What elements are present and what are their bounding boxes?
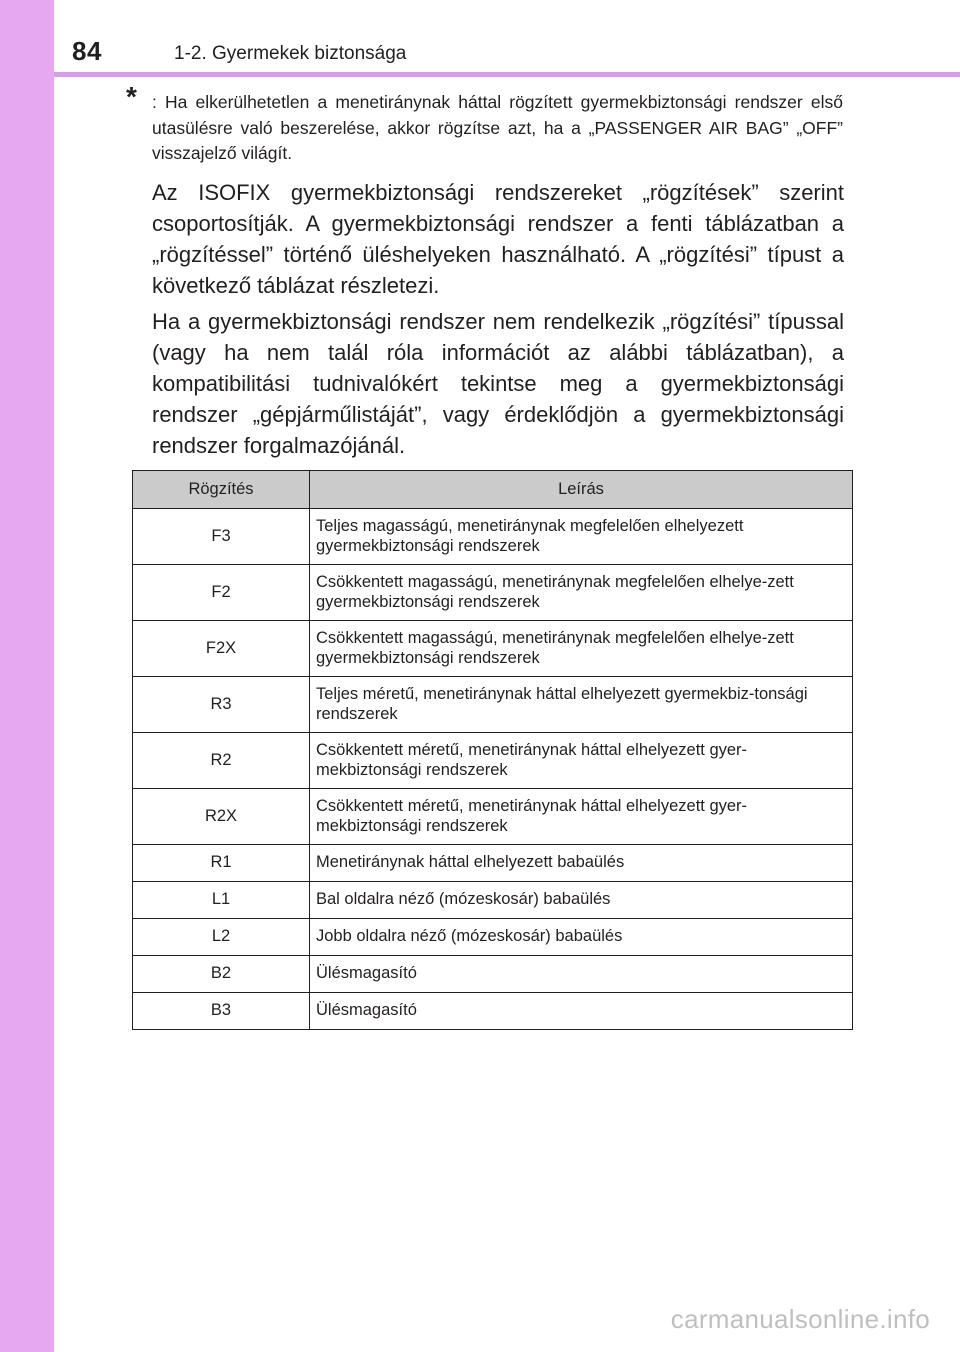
attachment-code: B3 (133, 993, 310, 1030)
watermark-text: carmanualsonline.info (670, 1304, 930, 1334)
table-row (133, 845, 853, 882)
table-row (133, 621, 853, 677)
footnote-marker: * (126, 81, 137, 112)
paragraph-compatibility: Ha a gyermekbiztonsági rendszer nem rendelkezik „rögzítési” típussal (vagy ha nem talál róla információt az alábbi táblázatban), a kompatibilitási tudnivalókért tekintse meg a gyermekbiztonsági rendszer „gépjárműlistáját”, vagy érdeklődjön a gyermekbiztonsági rendszer forgalmazójánál. (152, 309, 844, 458)
attachment-code: R3 (133, 677, 310, 733)
attachment-description: Jobb oldalra néző (mózeskosár) babaülés (310, 919, 853, 956)
page-header (54, 0, 960, 78)
attachment-description: Bal oldalra néző (mózeskosár) babaülés (310, 882, 853, 919)
header-attachment: Rögzítés (133, 471, 310, 509)
section-title: 1-2. Gyermekek biztonsága (174, 43, 407, 64)
attachment-code: F2 (133, 565, 310, 621)
header-description: Leírás (310, 471, 853, 509)
paragraph-isofix-grouping: Az ISOFIX gyermekbiztonsági rendszereket „rögzítések” szerint csoportosítják. A gyermekbiztonsági rendszer a fenti táblázatban a „rögzítéssel” történő üléshelyeken használható. A „rögzítési” típust a következő táblázat részletezi. (152, 180, 844, 298)
attachment-code: F2X (133, 621, 310, 677)
attachment-code: R1 (133, 845, 310, 882)
table-row (133, 789, 853, 845)
header-rule (54, 72, 960, 77)
attachment-code: L1 (133, 882, 310, 919)
attachment-code: R2X (133, 789, 310, 845)
table-row (133, 993, 853, 1030)
attachment-table (132, 470, 853, 1030)
attachment-description: Teljes magasságú, menetiránynak megfelelően elhelyezett gyermekbiztonsági rendszerek (310, 509, 853, 565)
table-row (133, 733, 853, 789)
attachment-code: L2 (133, 919, 310, 956)
table-row (133, 677, 853, 733)
attachment-description: Ülésmagasító (310, 993, 853, 1030)
attachment-description: Csökkentett méretű, menetiránynak háttal elhelyezett gyer-mekbiztonsági rendszerek (310, 733, 853, 789)
footnote-text: : Ha elkerülhetetlen a menetiránynak háttal rögzített gyermekbiztonsági rendszer első utasülésre való beszerelése, akkor rögzítse azt, ha a „PASSENGER AIR BAG” „OFF” visszajelző világít. (152, 92, 843, 163)
attachment-code: B2 (133, 956, 310, 993)
table-row (133, 882, 853, 919)
attachment-description: Teljes méretű, menetiránynak háttal elhelyezett gyermekbiz-tonsági rendszerek (310, 677, 853, 733)
table-row (133, 919, 853, 956)
footnote (125, 81, 843, 167)
attachment-description: Menetiránynak háttal elhelyezett babaülés (310, 845, 853, 882)
attachment-description: Ülésmagasító (310, 956, 853, 993)
attachment-description: Csökkentett méretű, menetiránynak háttal elhelyezett gyer-mekbiztonsági rendszerek (310, 789, 853, 845)
attachment-description: Csökkentett magasságú, menetiránynak megfelelően elhelye-zett gyermekbiztonsági rendszerek (310, 565, 853, 621)
table-row (133, 565, 853, 621)
table-header-row (133, 471, 853, 509)
attachment-code: F3 (133, 509, 310, 565)
attachment-code: R2 (133, 733, 310, 789)
side-tab-band (0, 0, 54, 1352)
table-row (133, 509, 853, 565)
page-number: 84 (72, 36, 102, 66)
table-row (133, 956, 853, 993)
attachment-description: Csökkentett magasságú, menetiránynak megfelelően elhelye-zett gyermekbiztonsági rendszerek (310, 621, 853, 677)
